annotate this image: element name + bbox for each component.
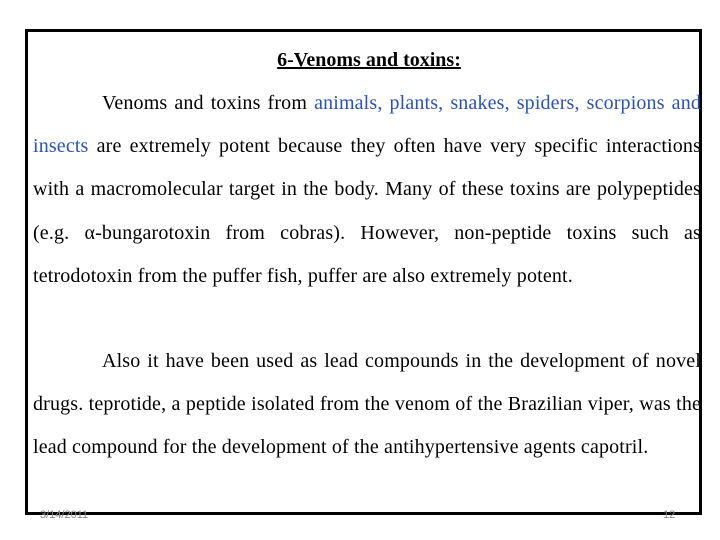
paragraph-lead: Venoms and toxins from	[102, 92, 315, 114]
paragraph-lead-compounds: Also it have been used as lead compounds in the development of novel drugs. teprotide, a peptide isolated from the venom of the Brazilian viper, was the lead compound for the development of the antihypertensive agents capotril.	[33, 350, 701, 459]
slide-title: 6-Venoms and toxins:	[277, 49, 461, 71]
paragraph-rest: are extremely potent because they often have very specific interactions with a macromolecular target in the body. Many of these toxins are polypeptides (e.g. α-bungarotoxin from cobras). However, non-peptide toxins such as tetrodotoxin from the puffer fish, puffer are also extremely potent.	[33, 135, 701, 287]
highlighted-sources: animals, plants, snakes, spiders, scorpions and insects	[33, 92, 701, 158]
footer-date: 3/14/2011	[40, 509, 89, 521]
paragraph-venoms	[33, 82, 701, 298]
footer-page-number: 12	[663, 509, 676, 521]
